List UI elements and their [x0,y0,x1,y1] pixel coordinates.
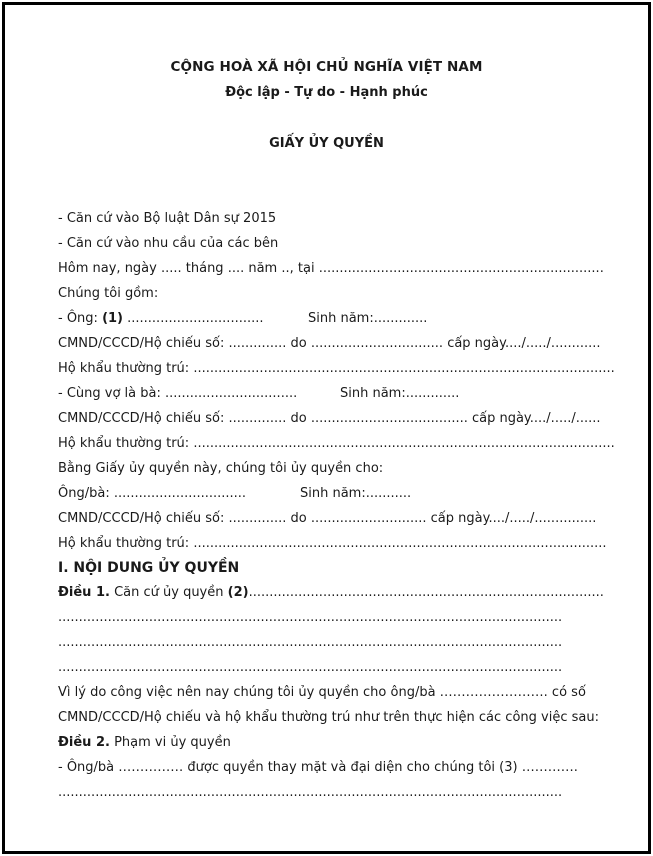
article2-line [58,735,231,750]
person1-marker: (1) [102,311,123,326]
dotted-line-1: .......................................................................................................................... [58,610,563,625]
person2-line: - Cùng vợ là bà: ................................ [58,386,298,401]
nation-header: CỘNG HOÀ XÃ HỘI CHỦ NGHĨA VIỆT NAM [170,59,483,75]
last-dotted-line: .......................................................................................................................... [58,785,563,800]
basis-civil-code: - Căn cứ vào Bộ luật Dân sự 2015 [58,211,277,226]
person2-residence-line: Hộ khẩu thường trú: ...................................................................................................... [58,436,615,451]
person1-id-line: CMND/CCCD/Hộ chiếu số: .............. do ................................ cấp ngày..../...../............ [58,336,601,351]
article2-text: Phạm vi ủy quyền [109,735,231,750]
person1-line [58,311,264,326]
article2-label: Điều 2. [58,735,110,750]
person2-id-line: CMND/CCCD/Hộ chiếu số: .............. do ...................................... cấp ngày..../...../...... [58,411,601,426]
reason-line-2: CMND/CCCD/Hộ chiếu và hộ khẩu thường trú như trên thực hiện các công việc sau: [58,710,599,725]
authorize-to-line: Bằng Giấy ủy quyền này, chúng tôi ủy quyền cho: [58,461,384,476]
dotted-line-2: .......................................................................................................................... [58,635,563,650]
person1-prefix: - Ông: [58,311,103,326]
person1-dots: ................................. [123,311,264,326]
person1-birth: Sinh năm:............. [308,311,428,326]
article1-line [58,585,604,600]
basis-needs: - Căn cứ vào nhu cầu của các bên [58,236,279,251]
agent-birth: Sinh năm:........... [300,486,412,501]
scope-line: - Ông/bà …………… được quyền thay mặt và đại diện cho chúng tôi (3) …………. [58,760,578,775]
motto: Độc lập - Tự do - Hạnh phúc [225,85,428,100]
article1-label: Điều 1. [58,585,110,600]
person2-birth: Sinh năm:............. [340,386,460,401]
article1-text: Căn cứ ủy quyền [109,585,228,600]
article1-dots: ...................................................................................... [248,585,604,600]
we-consist-label: Chúng tôi gồm: [58,286,159,301]
dotted-line-3: .......................................................................................................................... [58,660,563,675]
agent-id-line: CMND/CCCD/Hộ chiếu số: .............. do ............................ cấp ngày..../...../............... [58,511,597,526]
document-title: GIẤY ỦY QUYỀN [269,136,384,151]
date-line: Hôm nay, ngày ..... tháng .... năm .., tại ..................................................................... [58,261,604,276]
person1-residence-line: Hộ khẩu thường trú: ...................................................................................................... [58,361,615,376]
reason-line: Vì lý do công việc nên nay chúng tôi ủy quyền cho ông/bà ……………………. có số [58,685,586,700]
authorization-document [5,5,648,851]
section1-title: I. NỘI DUNG ỦY QUYỀN [58,560,240,576]
article1-marker: (2) [227,585,249,600]
document-frame [2,2,651,854]
agent-residence-line: Hộ khẩu thường trú: .................................................................................................... [58,536,607,551]
agent-line: Ông/bà: ................................ [58,486,247,501]
